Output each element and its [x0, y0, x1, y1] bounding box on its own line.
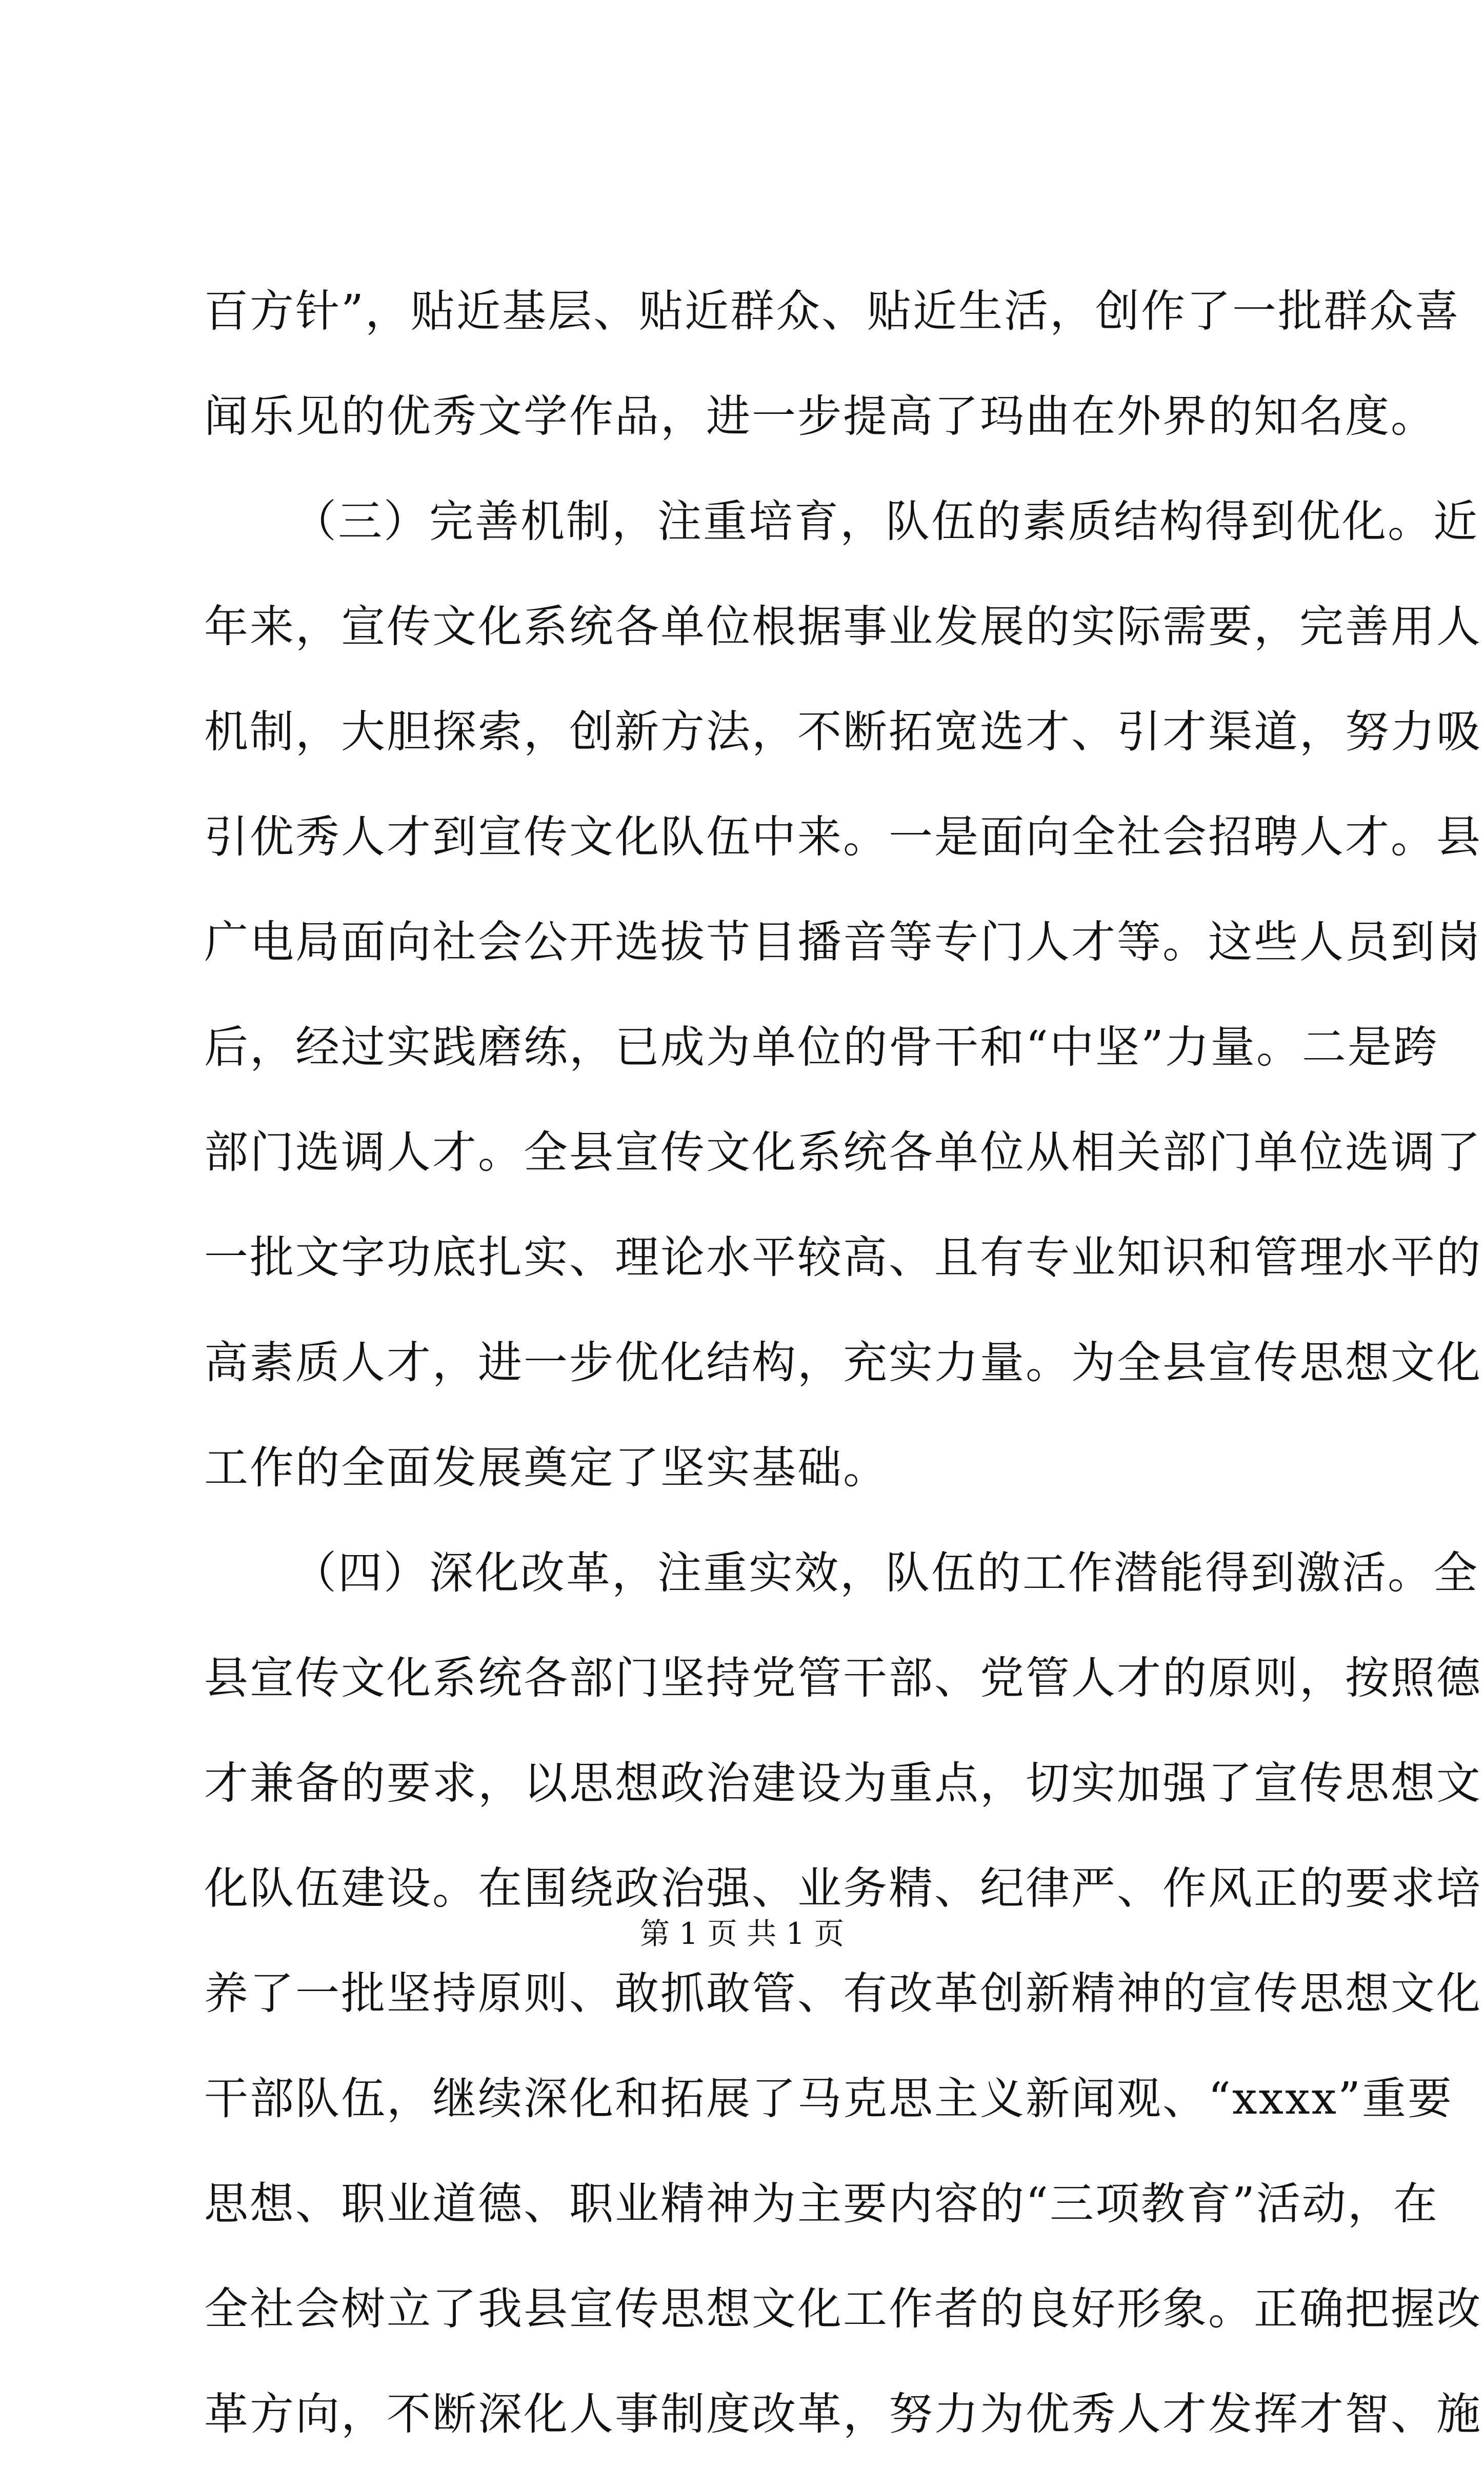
text-line: 革方向，不断深化人事制度改革，努力为优秀人才发挥才智、施: [204, 2389, 1482, 2440]
text-line: 后，经过实践磨练，已成为单位的骨干和“中坚”力量。二是跨: [204, 1022, 1439, 1073]
text-line: 全社会树立了我县宣传思想文化工作者的良好形象。正确把握改: [204, 2283, 1482, 2335]
text-line: 才兼备的要求，以思想政治建设为重点，切实加强了宣传思想文: [204, 1758, 1482, 1809]
text-line: 年来，宣传文化系统各单位根据事业发展的实际需要，完善用人: [204, 601, 1482, 652]
text-line: 思想、职业道德、职业精神为主要内容的“三项教育”活动，在: [204, 2178, 1439, 2230]
text-line: 引优秀人才到宣传文化队伍中来。一是面向全社会招聘人才。县: [204, 811, 1482, 863]
text-line: 高素质人才，进一步优化结构，充实力量。为全县宣传思想文化: [204, 1337, 1482, 1388]
text-line: 闻乐见的优秀文学作品，进一步提高了玛曲在外界的知名度。: [204, 391, 1436, 442]
text-line: 养了一批坚持原则、敢抓敢管、有改革创新精神的宣传思想文化: [204, 1968, 1482, 2019]
text-line: 干部队伍，继续深化和拓展了马克思主义新闻观、“xxxx”重要: [204, 2073, 1453, 2124]
document-body: [204, 259, 1482, 2467]
text-line: 化队伍建设。在围绕政治强、业务精、纪律严、作风正的要求培: [204, 1863, 1482, 1914]
text-line: 机制，大胆探索，创新方法，不断拓宽选才、引才渠道，努力吸: [204, 706, 1482, 758]
text-line: 工作的全面发展奠定了坚实基础。: [204, 1442, 889, 1494]
text-line: 县宣传文化系统各部门坚持党管干部、党管人才的原则，按照德: [204, 1653, 1482, 1704]
section-heading-line: （三）完善机制，注重培育，队伍的素质结构得到优化。近: [292, 496, 1479, 547]
text-line: 广电局面向社会公开选拔节目播音等专门人才等。这些人员到岗: [204, 917, 1482, 968]
page-number-footer: 第 1 页 共 1 页: [640, 1916, 844, 1951]
text-line: 百方针”，贴近基层、贴近群众、贴近生活，创作了一批群众喜: [204, 286, 1460, 337]
text-line: 部门选调人才。全县宣传文化系统各单位从相关部门单位选调了: [204, 1127, 1482, 1178]
text-line: 一批文字功底扎实、理论水平较高、且有专业知识和管理水平的: [204, 1232, 1482, 1283]
section-heading-line: （四）深化改革，注重实效，队伍的工作潜能得到激活。全: [292, 1547, 1479, 1599]
